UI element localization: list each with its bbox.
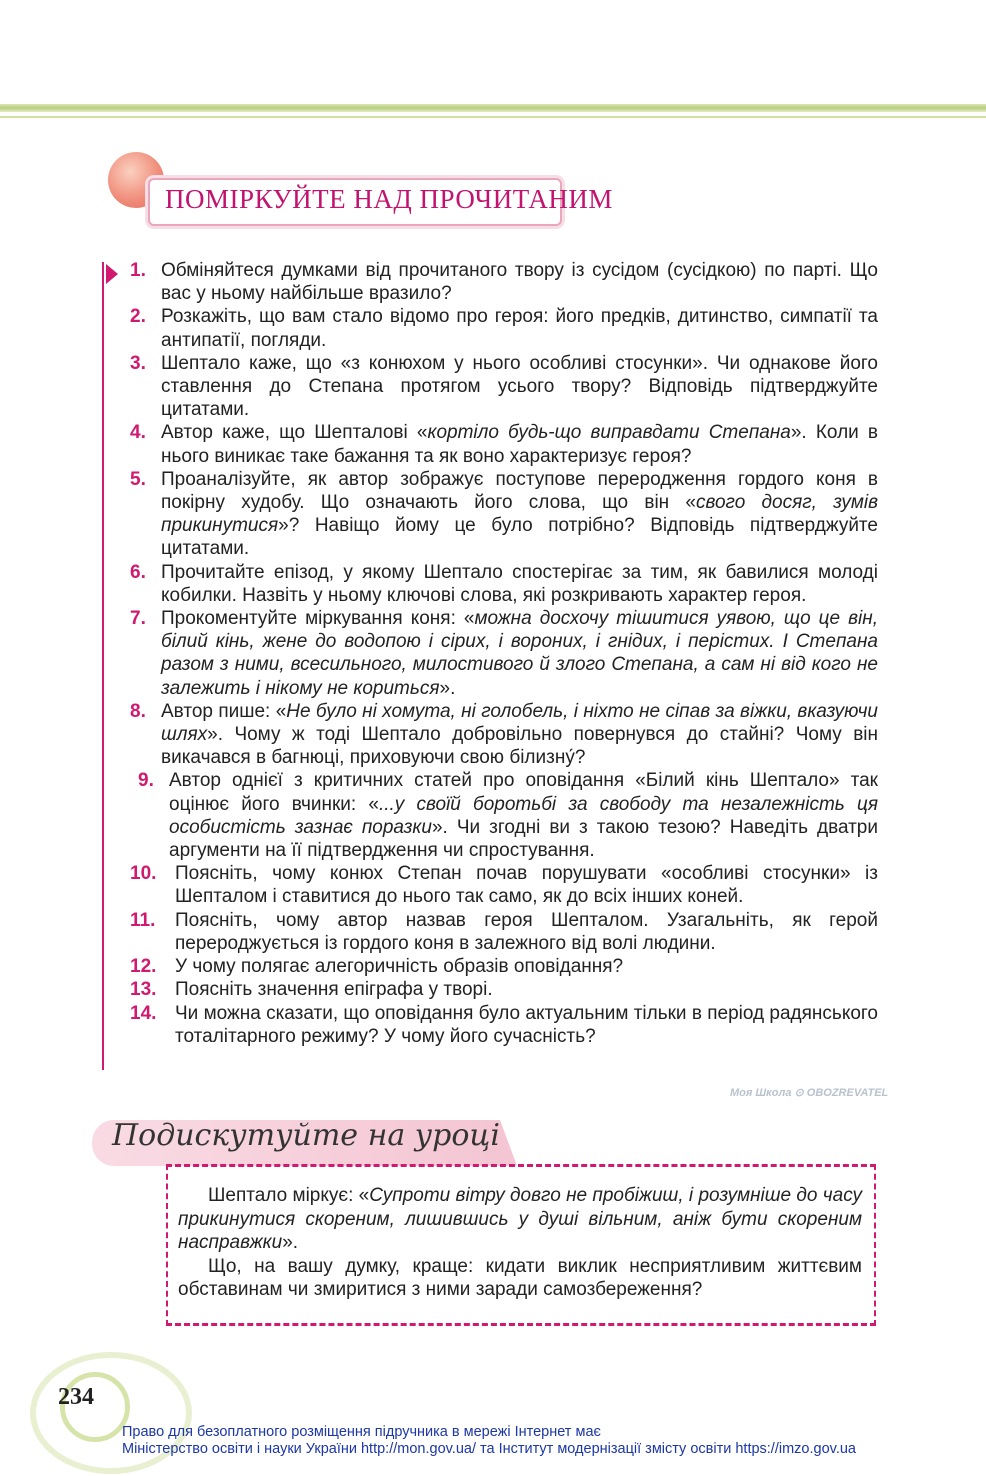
text-segment: Шептало каже, що «з конюхом у нього особливі стосунки». Чи однакове його ставлення до Степана протягом усього твору? Відповідь підтверджуйте цитатами. [161, 352, 878, 421]
question-text [175, 1002, 878, 1048]
quote-end: ». [282, 1232, 299, 1253]
quote-lead: Шептало міркує: « [208, 1185, 370, 1206]
question-number: 8. [130, 700, 146, 722]
question-item [130, 769, 878, 862]
text-segment: ». Чому ж тоді Шептало добровільно повернувся до стайні? Чому він викачався в багнюці, приховуючи свою білизну́? [161, 724, 878, 769]
text-segment: Прочитайте епізод, у якому Шептало спостерігає за тим, як бавилися молоді кобилки. Назвіть у ньому ключові слова, які розкривають характер героя. [161, 561, 878, 606]
question-text [161, 352, 878, 422]
questions-margin-line [102, 262, 104, 1070]
question-item [130, 607, 878, 700]
text-segment: Поясніть значення епіграфа у творі. [175, 979, 493, 1001]
section-title: ПОМІРКУЙТЕ НАД ПРОЧИТАНИМ [165, 184, 613, 214]
question-text [161, 305, 878, 351]
text-segment: Прокоментуйте міркування коня: « [161, 608, 475, 630]
discussion-text [178, 1184, 862, 1302]
question-number: 6. [130, 561, 146, 583]
discussion-title: Подискутуйте на уроці [112, 1118, 500, 1153]
text-segment: Чи можна сказати, що оповідання було актуальним тільки в період радянського тоталітарного режиму? У чому його сучасність? [175, 1002, 878, 1047]
question-number: 12. [130, 956, 157, 978]
question-text [175, 909, 878, 955]
footer-line-1: Право для безоплатного розміщення підручника в мережі Інтернет має [122, 1424, 601, 1440]
play-arrow-icon [106, 264, 118, 284]
question-number: 3. [130, 352, 146, 374]
question-item [130, 305, 878, 351]
question-item [130, 1002, 878, 1048]
question-text [161, 607, 878, 700]
quote-segment: кортіло будь-що виправдати Степана [427, 422, 791, 444]
question-number: 1. [130, 260, 146, 281]
questions-list [130, 259, 878, 1048]
quote-segment: свого досяг, зумів прикинутися [161, 492, 878, 537]
quote-segment: ...у своїй боротьбі за свободу та незалежність ця особистість зазнає поразки [169, 793, 878, 838]
watermark: Моя Школа ⊙ OBOZREVATEL [730, 1087, 889, 1099]
question-item [130, 421, 878, 467]
top-decor-bar [0, 104, 986, 112]
question-text [175, 955, 878, 978]
footer-notice [122, 1424, 856, 1458]
page-number: 234 [58, 1384, 94, 1410]
question-number: 10. [130, 863, 157, 885]
question-text [161, 561, 878, 607]
text-segment: ». [439, 677, 456, 699]
question-item [130, 468, 878, 561]
quote-segment: можна досхочу тішитися уявою, що це він, білий кінь, жене до водопою і сірих, і вороних, і гнідих, і перістих. І Степана разом з ними, всесильного, милостивого й злого Степана, а сам ні від кого не залежить і нікому не кориться [161, 608, 878, 699]
text-segment: ». Коли в нього виникає таке бажання та як воно характеризує героя? [161, 422, 879, 467]
text-segment: »? Навіщо йому це було потрібно? Відповідь підтверджуйте цитатами. [161, 515, 878, 560]
text-segment: У чому полягає алегоричність образів оповідання? [175, 956, 624, 978]
question-text [169, 769, 878, 862]
footer-line-2: Міністерство освіти і науки України http://mon.gov.ua/ та Інститут модернізації змісту освіти https://imzo.gov.ua [122, 1441, 856, 1457]
text-segment: Автор каже, що Шепталові « [161, 422, 428, 444]
text-segment: Поясніть, чому конюх Степан почав порушувати «особливі стосунки» із Шепталом і ставитися до нього так само, як до всіх інших коней. [175, 863, 878, 908]
discussion-paragraph-1 [178, 1184, 862, 1255]
text-segment: Автор однієї з критичних статей про оповідання «Білий кінь Шептало» так оцінює його вчинки: « [169, 770, 878, 815]
question-item [130, 561, 878, 607]
text-segment: Проаналізуйте, як автор зображує поступове переродження гордого коня в покірну худобу. Що означають його слова, що він « [161, 468, 878, 514]
text-segment: Розкажіть, що вам стало відомо про героя: його предків, дитинство, симпатії та антипатії, погляди. [161, 306, 878, 351]
quote-text: Супроти вітру довго не пробіжиш, і розумніше до часу прикинутися скореним, лишившись у душі вільним, аніж бути скореним насправжки [178, 1185, 862, 1253]
question-item [130, 700, 878, 770]
question-item [130, 909, 878, 955]
quote-segment: Не було ні хомута, ні голобель, і ніхто не сіпав за віжки, вказуючи шлях [161, 700, 878, 746]
question-number: 13. [130, 979, 157, 1001]
question-number: 11. [130, 909, 156, 931]
question-number: 5. [130, 468, 146, 490]
question-number: 4. [130, 422, 146, 444]
question-text [175, 978, 878, 1001]
question-text [161, 421, 878, 467]
question-number: 14. [130, 1002, 157, 1024]
question-text [161, 468, 878, 561]
question-text [161, 700, 878, 770]
text-segment: Автор пише: « [161, 700, 287, 722]
question-item [130, 259, 878, 305]
question-item [130, 978, 878, 1001]
question-number: 7. [130, 608, 146, 630]
question-item [130, 862, 878, 908]
question-text [161, 259, 878, 305]
text-segment: Обміняйтеся думками від прочитаного твору із сусідом (сусідкою) по парті. Що вас у ньому найбільше вразило? [161, 260, 878, 305]
question-text [175, 862, 878, 908]
question-item [130, 352, 878, 422]
text-segment: ». Чи згодні ви з такою тезою? Наведіть дватри аргументи на її підтвердження чи спростування. [169, 816, 878, 862]
text-segment: Поясніть, чому автор назвав героя Шепталом. Узагальніть, як герой перероджується із гордого коня в залежного від волі людини. [175, 909, 878, 954]
top-decor-line [0, 116, 986, 118]
question-number: 9. [138, 770, 154, 792]
question-item [130, 955, 878, 978]
question-number: 2. [130, 306, 146, 328]
discussion-paragraph-2: Що, на вашу думку, краще: кидати виклик несприятливим життєвим обставинам чи змиритися з ними заради самозбереження? [178, 1255, 862, 1300]
